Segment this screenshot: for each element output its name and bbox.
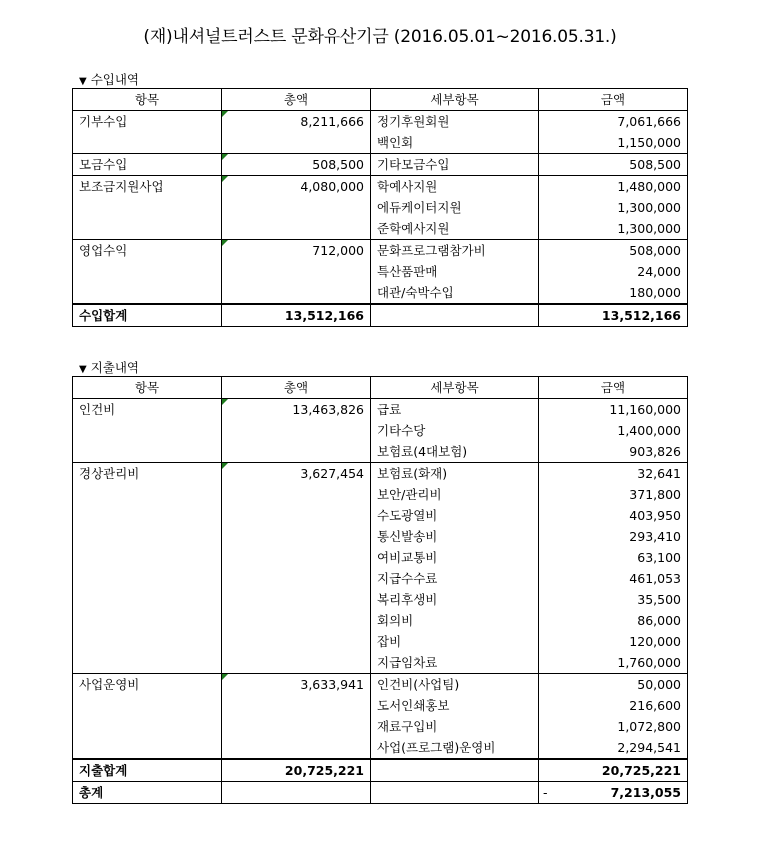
- table-row: [73, 631, 688, 652]
- category-cell: [73, 526, 222, 547]
- grand-empty-cell: [222, 782, 371, 804]
- item-cell: 급료: [371, 399, 539, 421]
- expense-total-row: [73, 759, 688, 782]
- income-section-label: [79, 70, 139, 88]
- amount-cell: 371,800: [539, 484, 688, 505]
- item-cell: 기타모금수입: [371, 154, 539, 176]
- category-total-cell: 8,211,666: [222, 111, 371, 133]
- category-total-cell: [222, 631, 371, 652]
- category-total-cell: [222, 218, 371, 240]
- expense-table: [72, 376, 688, 804]
- table-row: [73, 111, 688, 133]
- triangle-down-icon: ▼: [79, 364, 87, 375]
- table-row: [73, 568, 688, 589]
- amount-cell: 2,294,541: [539, 737, 688, 759]
- triangle-down-icon: ▼: [79, 76, 87, 87]
- item-cell: 재료구입비: [371, 716, 539, 737]
- grand-amount: 7,213,055: [610, 785, 681, 800]
- category-total-cell: 3,627,454: [222, 463, 371, 485]
- expense-section-label: [79, 358, 139, 376]
- item-cell: 보안/관리비: [371, 484, 539, 505]
- item-cell: 지급임차료: [371, 652, 539, 674]
- category-cell: 영업수익: [73, 240, 222, 262]
- category-cell: [73, 261, 222, 282]
- category-total-cell: [222, 652, 371, 674]
- item-cell: 복리후생비: [371, 589, 539, 610]
- category-cell: [73, 631, 222, 652]
- total-empty-cell: [371, 759, 539, 782]
- category-total-cell: 3,633,941: [222, 674, 371, 696]
- grand-label-cell: 총계: [73, 782, 222, 804]
- table-row: [73, 420, 688, 441]
- table-row: [73, 716, 688, 737]
- amount-cell: 1,480,000: [539, 176, 688, 198]
- table-row: [73, 261, 688, 282]
- income-table: [72, 88, 688, 327]
- amount-cell: 1,400,000: [539, 420, 688, 441]
- table-row: [73, 505, 688, 526]
- category-total-cell: [222, 695, 371, 716]
- item-cell: 정기후원회원: [371, 111, 539, 133]
- income-header-row: [73, 89, 688, 111]
- category-cell: [73, 589, 222, 610]
- category-total-cell: [222, 420, 371, 441]
- category-cell: [73, 197, 222, 218]
- total-empty-cell: [371, 304, 539, 327]
- table-row: [73, 154, 688, 176]
- grand-amount-cell: [539, 782, 688, 804]
- amount-cell: 216,600: [539, 695, 688, 716]
- table-row: [73, 484, 688, 505]
- page-title: (재)내셔널트러스트 문화유산기금 (2016.05.01~2016.05.31.): [143, 27, 617, 47]
- item-cell: 도서인쇄홍보: [371, 695, 539, 716]
- table-row: [73, 610, 688, 631]
- total-label-cell: 수입합계: [73, 304, 222, 327]
- amount-cell: 403,950: [539, 505, 688, 526]
- amount-cell: 293,410: [539, 526, 688, 547]
- category-total-cell: [222, 197, 371, 218]
- header-amount: 금액: [539, 89, 688, 111]
- category-total-cell: [222, 610, 371, 631]
- table-row: [73, 240, 688, 262]
- category-total-cell: [222, 568, 371, 589]
- amount-cell: 1,300,000: [539, 197, 688, 218]
- amount-cell: 508,500: [539, 154, 688, 176]
- total-amount-cell: 13,512,166: [539, 304, 688, 327]
- item-cell: 백인회: [371, 132, 539, 154]
- table-row: [73, 441, 688, 463]
- income-section-label-text: 수입내역: [90, 72, 140, 87]
- grand-dash: -: [543, 785, 548, 800]
- item-cell: 잡비: [371, 631, 539, 652]
- total-cell: 20,725,221: [222, 759, 371, 782]
- category-cell: [73, 568, 222, 589]
- total-amount-cell: 20,725,221: [539, 759, 688, 782]
- category-cell: 인건비: [73, 399, 222, 421]
- category-total-cell: [222, 716, 371, 737]
- table-row: [73, 526, 688, 547]
- item-cell: 보험료(4대보험): [371, 441, 539, 463]
- category-cell: [73, 610, 222, 631]
- item-cell: 준학예사지원: [371, 218, 539, 240]
- category-cell: [73, 652, 222, 674]
- item-cell: 지급수수료: [371, 568, 539, 589]
- table-row: [73, 282, 688, 304]
- category-total-cell: [222, 505, 371, 526]
- category-total-cell: [222, 589, 371, 610]
- category-total-cell: [222, 282, 371, 304]
- table-row: [73, 547, 688, 568]
- category-total-cell: 712,000: [222, 240, 371, 262]
- item-cell: 대관/숙박수입: [371, 282, 539, 304]
- item-cell: 학예사지원: [371, 176, 539, 198]
- category-cell: [73, 218, 222, 240]
- category-cell: [73, 695, 222, 716]
- amount-cell: 1,760,000: [539, 652, 688, 674]
- header-total: 총액: [222, 89, 371, 111]
- category-total-cell: 4,080,000: [222, 176, 371, 198]
- table-row: [73, 132, 688, 154]
- table-row: [73, 589, 688, 610]
- item-cell: 특산품판매: [371, 261, 539, 282]
- category-cell: [73, 716, 222, 737]
- item-cell: 사업(프로그램)운영비: [371, 737, 539, 759]
- amount-cell: 1,300,000: [539, 218, 688, 240]
- header-amount: 금액: [539, 377, 688, 399]
- amount-cell: 508,000: [539, 240, 688, 262]
- category-total-cell: [222, 484, 371, 505]
- amount-cell: 7,061,666: [539, 111, 688, 133]
- total-cell: 13,512,166: [222, 304, 371, 327]
- item-cell: 문화프로그램참가비: [371, 240, 539, 262]
- amount-cell: 180,000: [539, 282, 688, 304]
- amount-cell: 32,641: [539, 463, 688, 485]
- amount-cell: 35,500: [539, 589, 688, 610]
- category-total-cell: [222, 526, 371, 547]
- total-label-cell: 지출합계: [73, 759, 222, 782]
- item-cell: 회의비: [371, 610, 539, 631]
- category-cell: [73, 441, 222, 463]
- amount-cell: 461,053: [539, 568, 688, 589]
- item-cell: 여비교통비: [371, 547, 539, 568]
- category-cell: [73, 282, 222, 304]
- category-cell: 경상관리비: [73, 463, 222, 485]
- header-item: 세부항목: [371, 377, 539, 399]
- category-cell: [73, 420, 222, 441]
- category-total-cell: 508,500: [222, 154, 371, 176]
- category-cell: [73, 505, 222, 526]
- grand-empty-cell: [371, 782, 539, 804]
- amount-cell: 86,000: [539, 610, 688, 631]
- table-row: [73, 674, 688, 696]
- category-total-cell: [222, 737, 371, 759]
- amount-cell: 1,150,000: [539, 132, 688, 154]
- category-total-cell: 13,463,826: [222, 399, 371, 421]
- item-cell: 통신발송비: [371, 526, 539, 547]
- category-cell: [73, 484, 222, 505]
- table-row: [73, 176, 688, 198]
- category-cell: 모금수입: [73, 154, 222, 176]
- amount-cell: 11,160,000: [539, 399, 688, 421]
- category-cell: [73, 737, 222, 759]
- amount-cell: 24,000: [539, 261, 688, 282]
- amount-cell: 903,826: [539, 441, 688, 463]
- category-total-cell: [222, 441, 371, 463]
- table-row: [73, 737, 688, 759]
- expense-section-label-text: 지출내역: [90, 360, 140, 375]
- header-category: 항목: [73, 89, 222, 111]
- amount-cell: 120,000: [539, 631, 688, 652]
- amount-cell: 1,072,800: [539, 716, 688, 737]
- table-row: [73, 218, 688, 240]
- table-row: [73, 695, 688, 716]
- item-cell: 보험료(화재): [371, 463, 539, 485]
- category-cell: 사업운영비: [73, 674, 222, 696]
- header-item: 세부항목: [371, 89, 539, 111]
- category-cell: 보조금지원사업: [73, 176, 222, 198]
- income-total-row: [73, 304, 688, 327]
- category-total-cell: [222, 132, 371, 154]
- item-cell: 수도광열비: [371, 505, 539, 526]
- item-cell: 에듀케이터지원: [371, 197, 539, 218]
- table-row: [73, 399, 688, 421]
- table-row: [73, 197, 688, 218]
- expense-header-row: [73, 377, 688, 399]
- table-row: [73, 463, 688, 485]
- header-total: 총액: [222, 377, 371, 399]
- category-cell: [73, 132, 222, 154]
- category-cell: [73, 547, 222, 568]
- item-cell: 인건비(사업팀): [371, 674, 539, 696]
- category-total-cell: [222, 261, 371, 282]
- amount-cell: 50,000: [539, 674, 688, 696]
- item-cell: 기타수당: [371, 420, 539, 441]
- amount-cell: 63,100: [539, 547, 688, 568]
- header-category: 항목: [73, 377, 222, 399]
- category-total-cell: [222, 547, 371, 568]
- grand-total-row: [73, 782, 688, 804]
- category-cell: 기부수입: [73, 111, 222, 133]
- table-row: [73, 652, 688, 674]
